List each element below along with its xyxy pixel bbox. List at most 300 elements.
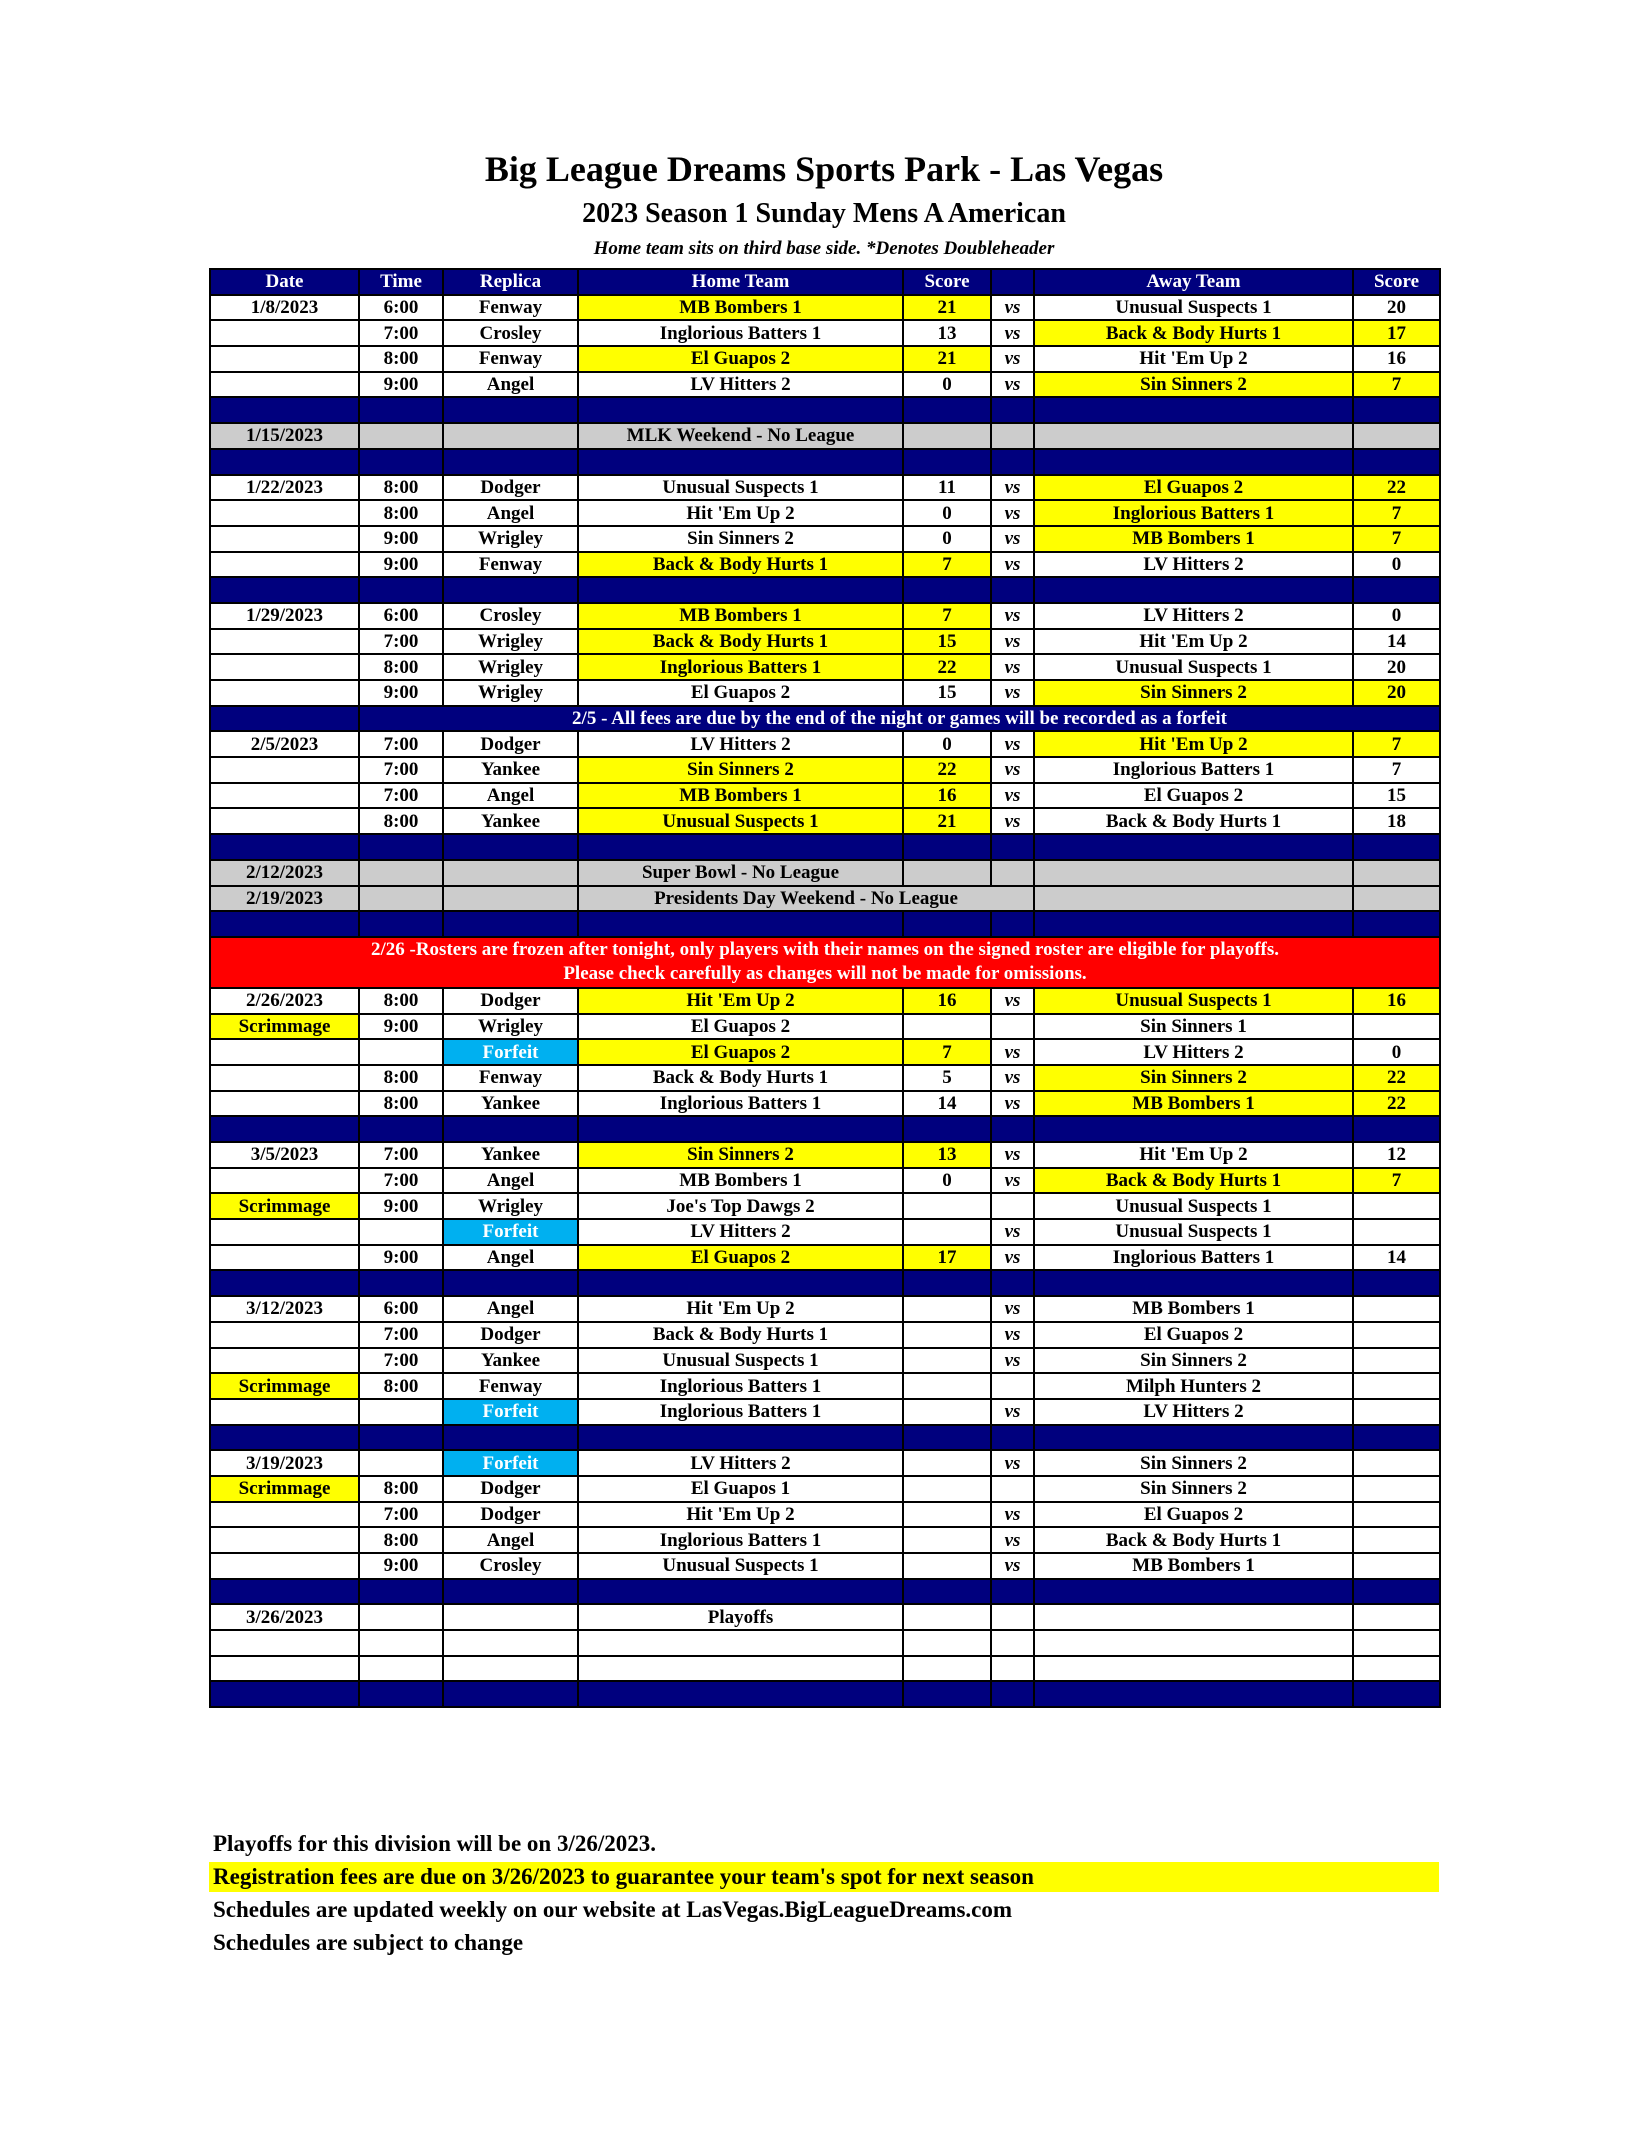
away-team-cell: Unusual Suspects 1 — [1034, 1193, 1353, 1219]
separator-row — [210, 834, 1440, 860]
home-score-cell: 14 — [903, 1091, 991, 1117]
table-row — [210, 680, 1440, 706]
separator-cell — [578, 577, 903, 603]
separator-cell — [991, 397, 1034, 423]
away-team-cell: Sin Sinners 2 — [1034, 372, 1353, 398]
away-score-cell: 7 — [1353, 731, 1440, 757]
replica-cell: Dodger — [443, 1502, 578, 1528]
vs-cell: vs — [991, 295, 1034, 321]
replica-cell — [443, 1656, 578, 1682]
away-team-cell: Hit 'Em Up 2 — [1034, 1142, 1353, 1168]
footer-website-note: Schedules are updated weekly on our website at LasVegas.BigLeagueDreams.com — [213, 1897, 1013, 1922]
separator-row — [210, 449, 1440, 475]
away-team-cell: Sin Sinners 2 — [1034, 1476, 1353, 1502]
col-header-home-score: Score — [903, 269, 991, 295]
date-cell — [210, 654, 359, 680]
separator-cell — [443, 397, 578, 423]
time-cell: 9:00 — [359, 1014, 443, 1040]
vs-cell — [991, 1604, 1034, 1630]
schedule-body — [210, 269, 1440, 1707]
date-cell: 3/19/2023 — [210, 1450, 359, 1476]
home-score-cell: 0 — [903, 500, 991, 526]
time-cell — [359, 886, 443, 912]
time-cell: 9:00 — [359, 1193, 443, 1219]
roster-notice — [210, 937, 1440, 988]
away-score-cell — [1353, 1553, 1440, 1579]
away-score-cell: 7 — [1353, 757, 1440, 783]
no-league-text: Presidents Day Weekend - No League — [578, 886, 1034, 912]
away-score-cell — [1353, 1296, 1440, 1322]
replica-cell: Angel — [443, 1527, 578, 1553]
home-team-cell: MB Bombers 1 — [578, 1168, 903, 1194]
home-team-cell: LV Hitters 2 — [578, 1450, 903, 1476]
away-team-cell: Sin Sinners 2 — [1034, 680, 1353, 706]
separator-cell — [1034, 911, 1353, 937]
table-row — [210, 1014, 1440, 1040]
separator-cell — [991, 1270, 1034, 1296]
away-score-cell — [1353, 1014, 1440, 1040]
home-score-cell: 0 — [903, 372, 991, 398]
home-team-cell: Unusual Suspects 1 — [578, 475, 903, 501]
home-team-cell: Hit 'Em Up 2 — [578, 988, 903, 1014]
home-team-cell: Inglorious Batters 1 — [578, 1527, 903, 1553]
away-team-cell: LV Hitters 2 — [1034, 1399, 1353, 1425]
away-score-cell: 7 — [1353, 1168, 1440, 1194]
date-cell — [210, 1219, 359, 1245]
away-score-cell: 0 — [1353, 552, 1440, 578]
separator-cell — [578, 1425, 903, 1451]
col-header-time: Time — [359, 269, 443, 295]
no-league-row — [210, 423, 1440, 449]
table-row — [210, 629, 1440, 655]
home-score-cell — [903, 1373, 991, 1399]
separator-cell — [1353, 1681, 1440, 1707]
replica-cell: Wrigley — [443, 1193, 578, 1219]
footer-change-note: Schedules are subject to change — [213, 1930, 524, 1955]
home-score-cell — [903, 1527, 991, 1553]
separator-cell — [210, 397, 359, 423]
footer-registration-note: Registration fees are due on 3/26/2023 to guarantee your team's spot for next season — [209, 1862, 1439, 1892]
table-row — [210, 1296, 1440, 1322]
vs-cell: vs — [991, 1065, 1034, 1091]
replica-cell: Forfeit — [443, 1219, 578, 1245]
replica-cell: Angel — [443, 1245, 578, 1271]
separator-cell — [903, 834, 991, 860]
home-team-cell: El Guapos 1 — [578, 1476, 903, 1502]
away-score-cell: 14 — [1353, 1245, 1440, 1271]
separator-cell — [359, 1681, 443, 1707]
date-cell: 1/8/2023 — [210, 295, 359, 321]
away-team-cell: MB Bombers 1 — [1034, 1091, 1353, 1117]
home-score-cell — [903, 1399, 991, 1425]
time-cell: 8:00 — [359, 500, 443, 526]
separator-cell — [443, 1270, 578, 1296]
separator-cell — [359, 911, 443, 937]
replica-cell: Angel — [443, 1168, 578, 1194]
vs-cell — [991, 1630, 1034, 1656]
date-cell: 2/19/2023 — [210, 886, 359, 912]
home-team-cell: Sin Sinners 2 — [578, 526, 903, 552]
table-row — [210, 1502, 1440, 1528]
separator-cell — [443, 911, 578, 937]
away-team-cell: El Guapos 2 — [1034, 1322, 1353, 1348]
table-header-row — [210, 269, 1440, 295]
date-cell: 2/12/2023 — [210, 860, 359, 886]
table-row — [210, 1399, 1440, 1425]
away-team-cell: Sin Sinners 1 — [1034, 1014, 1353, 1040]
home-score-cell: 21 — [903, 295, 991, 321]
replica-cell: Angel — [443, 783, 578, 809]
vs-cell: vs — [991, 1348, 1034, 1374]
home-score-cell — [903, 1656, 991, 1682]
vs-cell: vs — [991, 1219, 1034, 1245]
away-score-cell — [1353, 1193, 1440, 1219]
away-score-cell: 12 — [1353, 1142, 1440, 1168]
time-cell — [359, 860, 443, 886]
table-row — [210, 1348, 1440, 1374]
date-cell: Scrimmage — [210, 1193, 359, 1219]
vs-cell: vs — [991, 320, 1034, 346]
replica-cell — [443, 860, 578, 886]
away-team-cell: Back & Body Hurts 1 — [1034, 320, 1353, 346]
table-row — [210, 372, 1440, 398]
replica-cell: Yankee — [443, 1142, 578, 1168]
away-score-cell — [1353, 1219, 1440, 1245]
table-row — [210, 1373, 1440, 1399]
home-score-cell: 15 — [903, 629, 991, 655]
home-team-cell: Inglorious Batters 1 — [578, 1399, 903, 1425]
away-score-cell — [1353, 1450, 1440, 1476]
col-header-away-team: Away Team — [1034, 269, 1353, 295]
table-row — [210, 552, 1440, 578]
no-league-row — [210, 860, 1440, 886]
table-row — [210, 1193, 1440, 1219]
home-team-cell: Sin Sinners 2 — [578, 1142, 903, 1168]
separator-cell — [903, 1270, 991, 1296]
home-score-cell: 7 — [903, 603, 991, 629]
roster-notice-row — [210, 937, 1440, 988]
separator-cell — [1034, 449, 1353, 475]
away-team-cell: Inglorious Batters 1 — [1034, 757, 1353, 783]
away-team-cell: MB Bombers 1 — [1034, 526, 1353, 552]
time-cell: 7:00 — [359, 1168, 443, 1194]
page-title: Big League Dreams Sports Park - Las Vegas — [484, 149, 1164, 189]
separator-cell — [1034, 397, 1353, 423]
table-row — [210, 320, 1440, 346]
table-row — [210, 1604, 1440, 1630]
away-team-cell: El Guapos 2 — [1034, 1502, 1353, 1528]
time-cell — [359, 1450, 443, 1476]
date-cell — [210, 552, 359, 578]
replica-cell: Crosley — [443, 320, 578, 346]
away-score-cell: 22 — [1353, 1065, 1440, 1091]
replica-cell: Wrigley — [443, 629, 578, 655]
replica-cell: Dodger — [443, 988, 578, 1014]
home-team-cell: El Guapos 2 — [578, 1014, 903, 1040]
home-team-cell: Unusual Suspects 1 — [578, 1553, 903, 1579]
vs-cell: vs — [991, 731, 1034, 757]
separator-cell — [991, 1681, 1034, 1707]
separator-cell — [443, 1425, 578, 1451]
replica-cell: Yankee — [443, 808, 578, 834]
vs-cell — [991, 1656, 1034, 1682]
time-cell — [359, 1039, 443, 1065]
date-cell — [210, 1245, 359, 1271]
table-row — [210, 783, 1440, 809]
home-team-cell: LV Hitters 2 — [578, 731, 903, 757]
away-team-cell: Back & Body Hurts 1 — [1034, 1527, 1353, 1553]
home-score-cell: 0 — [903, 1168, 991, 1194]
separator-cell — [1353, 911, 1440, 937]
vs-cell: vs — [991, 1322, 1034, 1348]
away-team-cell — [1034, 1656, 1353, 1682]
replica-cell: Wrigley — [443, 526, 578, 552]
home-team-cell: MB Bombers 1 — [578, 603, 903, 629]
vs-cell — [991, 1014, 1034, 1040]
separator-cell — [443, 577, 578, 603]
no-league-text: Super Bowl - No League — [578, 860, 903, 886]
home-score-cell — [903, 1193, 991, 1219]
no-league-row — [210, 886, 1440, 912]
home-score-cell — [903, 1604, 991, 1630]
replica-cell — [443, 1604, 578, 1630]
table-row — [210, 295, 1440, 321]
table-row — [210, 654, 1440, 680]
home-team-cell: Hit 'Em Up 2 — [578, 1502, 903, 1528]
home-team-cell: Hit 'Em Up 2 — [578, 1296, 903, 1322]
table-row — [210, 1065, 1440, 1091]
time-cell — [359, 1604, 443, 1630]
separator-cell — [903, 911, 991, 937]
separator-cell — [991, 834, 1034, 860]
table-row — [210, 1656, 1440, 1682]
table-row — [210, 1527, 1440, 1553]
time-cell — [359, 1399, 443, 1425]
replica-cell: Dodger — [443, 475, 578, 501]
vs-cell: vs — [991, 1168, 1034, 1194]
replica-cell: Crosley — [443, 603, 578, 629]
schedule-note: Home team sits on third base side. *Denotes Doubleheader — [593, 238, 1055, 259]
replica-cell: Fenway — [443, 1373, 578, 1399]
vs-cell: vs — [991, 1245, 1034, 1271]
separator-cell — [991, 1425, 1034, 1451]
time-cell: 7:00 — [359, 1322, 443, 1348]
date-cell — [210, 783, 359, 809]
home-score-cell — [903, 1219, 991, 1245]
home-score-cell — [903, 1014, 991, 1040]
vs-cell: vs — [991, 372, 1034, 398]
table-row — [210, 1039, 1440, 1065]
vs-cell: vs — [991, 603, 1034, 629]
vs-cell: vs — [991, 988, 1034, 1014]
away-team-cell: Sin Sinners 2 — [1034, 1348, 1353, 1374]
date-cell — [210, 1091, 359, 1117]
time-cell: 8:00 — [359, 808, 443, 834]
time-cell: 7:00 — [359, 731, 443, 757]
table-row — [210, 346, 1440, 372]
home-team-cell: Inglorious Batters 1 — [578, 320, 903, 346]
separator-cell — [210, 834, 359, 860]
date-cell: Scrimmage — [210, 1476, 359, 1502]
date-cell: 3/26/2023 — [210, 1604, 359, 1630]
home-score-cell: 17 — [903, 1245, 991, 1271]
date-cell: Scrimmage — [210, 1373, 359, 1399]
separator-cell — [1034, 1270, 1353, 1296]
date-cell: 1/22/2023 — [210, 475, 359, 501]
separator-cell — [359, 397, 443, 423]
home-score-cell: 7 — [903, 1039, 991, 1065]
date-cell — [210, 1065, 359, 1091]
separator-cell — [903, 449, 991, 475]
home-team-cell: El Guapos 2 — [578, 346, 903, 372]
separator-cell — [1034, 577, 1353, 603]
empty-cell — [1034, 423, 1353, 449]
date-cell — [210, 1553, 359, 1579]
home-team-cell: LV Hitters 2 — [578, 1219, 903, 1245]
empty-cell — [991, 423, 1034, 449]
away-score-cell: 22 — [1353, 1091, 1440, 1117]
roster-notice-line-1: 2/26 -Rosters are frozen after tonight, only players with their names on the signed roster are eligible for playoffs. — [370, 939, 1280, 961]
date-cell — [210, 808, 359, 834]
time-cell: 8:00 — [359, 1476, 443, 1502]
home-team-cell: Playoffs — [578, 1604, 903, 1630]
separator-cell — [210, 1681, 359, 1707]
vs-cell: vs — [991, 1502, 1034, 1528]
separator-cell — [359, 1116, 443, 1142]
date-cell — [210, 500, 359, 526]
home-score-cell: 11 — [903, 475, 991, 501]
away-team-cell: Sin Sinners 2 — [1034, 1065, 1353, 1091]
away-team-cell: Unusual Suspects 1 — [1034, 654, 1353, 680]
replica-cell: Angel — [443, 372, 578, 398]
replica-cell: Yankee — [443, 757, 578, 783]
separator-cell — [359, 449, 443, 475]
away-team-cell: Inglorious Batters 1 — [1034, 1245, 1353, 1271]
time-cell: 9:00 — [359, 372, 443, 398]
home-score-cell — [903, 1502, 991, 1528]
vs-cell: vs — [991, 526, 1034, 552]
vs-cell — [991, 1373, 1034, 1399]
separator-cell — [359, 577, 443, 603]
home-team-cell: MB Bombers 1 — [578, 783, 903, 809]
separator-cell — [210, 1425, 359, 1451]
replica-cell — [443, 886, 578, 912]
table-row — [210, 808, 1440, 834]
empty-cell — [1353, 886, 1440, 912]
page-subtitle: 2023 Season 1 Sunday Mens A American — [582, 198, 1066, 229]
away-score-cell: 14 — [1353, 629, 1440, 655]
table-row — [210, 1630, 1440, 1656]
roster-notice-line-2: Please check carefully as changes will not be made for omissions. — [563, 963, 1087, 985]
home-team-cell: Unusual Suspects 1 — [578, 1348, 903, 1374]
away-team-cell: El Guapos 2 — [1034, 475, 1353, 501]
home-team-cell: Unusual Suspects 1 — [578, 808, 903, 834]
separator-cell — [210, 1270, 359, 1296]
home-team-cell: Sin Sinners 2 — [578, 757, 903, 783]
time-cell — [359, 1219, 443, 1245]
date-cell — [210, 372, 359, 398]
home-team-cell: Joe's Top Dawgs 2 — [578, 1193, 903, 1219]
table-row — [210, 1142, 1440, 1168]
replica-cell: Fenway — [443, 346, 578, 372]
separator-cell — [903, 1681, 991, 1707]
time-cell: 8:00 — [359, 346, 443, 372]
separator-row — [210, 1425, 1440, 1451]
date-cell — [210, 1527, 359, 1553]
separator-cell — [210, 706, 359, 732]
separator-cell — [1353, 1116, 1440, 1142]
date-cell: 2/5/2023 — [210, 731, 359, 757]
home-team-cell: MB Bombers 1 — [578, 295, 903, 321]
separator-cell — [991, 449, 1034, 475]
separator-cell — [1353, 1270, 1440, 1296]
empty-cell — [991, 860, 1034, 886]
away-team-cell: MB Bombers 1 — [1034, 1296, 1353, 1322]
empty-cell — [1034, 886, 1353, 912]
home-score-cell — [903, 1348, 991, 1374]
home-score-cell — [903, 1450, 991, 1476]
home-team-cell: El Guapos 2 — [578, 680, 903, 706]
fees-notice-text: 2/5 - All fees are due by the end of the night or games will be recorded as a forfeit — [359, 706, 1440, 732]
replica-cell: Angel — [443, 1296, 578, 1322]
vs-cell: vs — [991, 1296, 1034, 1322]
replica-cell: Fenway — [443, 552, 578, 578]
vs-cell: vs — [991, 1553, 1034, 1579]
away-team-cell — [1034, 1604, 1353, 1630]
home-score-cell: 0 — [903, 731, 991, 757]
vs-cell — [991, 1476, 1034, 1502]
home-team-cell: Hit 'Em Up 2 — [578, 500, 903, 526]
away-team-cell: El Guapos 2 — [1034, 783, 1353, 809]
separator-row — [210, 911, 1440, 937]
separator-cell — [1353, 1425, 1440, 1451]
home-score-cell — [903, 1476, 991, 1502]
separator-cell — [443, 1116, 578, 1142]
date-cell — [210, 1656, 359, 1682]
away-team-cell: Unusual Suspects 1 — [1034, 1219, 1353, 1245]
away-score-cell — [1353, 1527, 1440, 1553]
separator-cell — [1353, 577, 1440, 603]
home-score-cell — [903, 1322, 991, 1348]
replica-cell: Forfeit — [443, 1450, 578, 1476]
time-cell: 6:00 — [359, 295, 443, 321]
replica-cell: Wrigley — [443, 1014, 578, 1040]
table-row — [210, 475, 1440, 501]
date-cell — [210, 1630, 359, 1656]
table-row — [210, 526, 1440, 552]
separator-cell — [1353, 449, 1440, 475]
table-row — [210, 988, 1440, 1014]
vs-cell: vs — [991, 475, 1034, 501]
away-score-cell: 7 — [1353, 372, 1440, 398]
separator-cell — [1034, 1425, 1353, 1451]
separator-cell — [359, 1425, 443, 1451]
away-score-cell: 0 — [1353, 1039, 1440, 1065]
table-row — [210, 1245, 1440, 1271]
away-score-cell — [1353, 1348, 1440, 1374]
date-cell — [210, 1322, 359, 1348]
home-team-cell: Inglorious Batters 1 — [578, 1091, 903, 1117]
date-cell: Scrimmage — [210, 1014, 359, 1040]
replica-cell: Wrigley — [443, 680, 578, 706]
vs-cell: vs — [991, 654, 1034, 680]
home-score-cell: 5 — [903, 1065, 991, 1091]
separator-cell — [210, 577, 359, 603]
replica-cell: Dodger — [443, 731, 578, 757]
table-row — [210, 757, 1440, 783]
separator-cell — [903, 1579, 991, 1605]
separator-row — [210, 1579, 1440, 1605]
